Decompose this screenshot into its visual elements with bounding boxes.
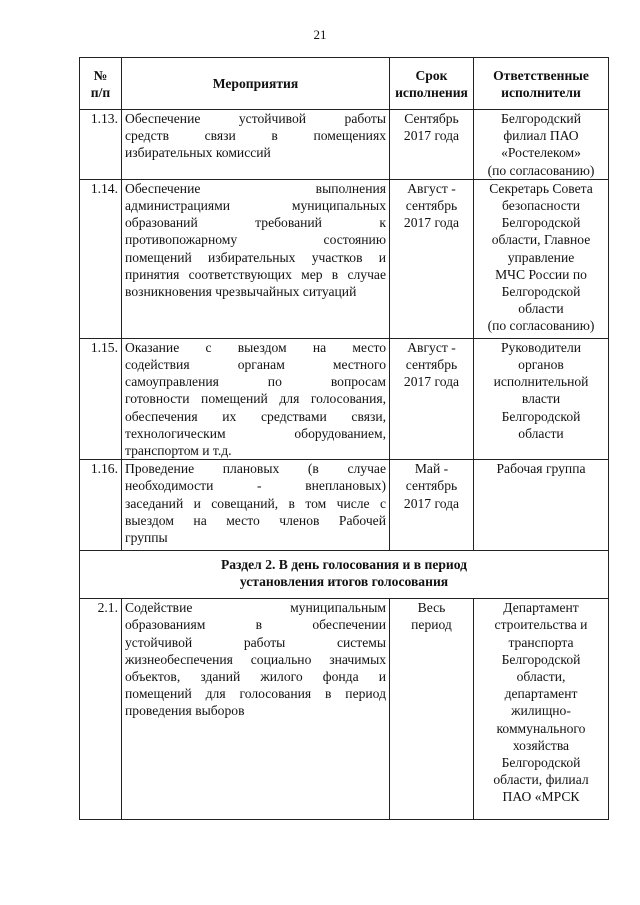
section-row xyxy=(80,551,609,599)
row-responsible: Рабочая группа xyxy=(474,460,609,551)
event-line: устойчивой работы системы xyxy=(125,634,386,650)
table-row xyxy=(80,110,609,180)
row-num: 1.15. xyxy=(80,338,122,459)
page-number: 21 xyxy=(313,27,327,42)
event-line: необходимости - внеплановых) xyxy=(125,478,386,494)
event-line: заседаний и совещаний, в том числе с xyxy=(125,495,386,511)
row-num: 1.13. xyxy=(80,110,122,180)
event-line: Оказание с выездом на место xyxy=(125,339,386,355)
row-term: Август - сентябрь 2017 года xyxy=(390,338,474,459)
event-line: объектов, зданий жилого фонда и xyxy=(125,669,386,685)
events-table xyxy=(79,57,609,820)
table-header-row xyxy=(80,58,609,110)
row-responsible: Секретарь Совета безопасности Белгородской области, Главное управление МЧС России по Белгородской области (по согласованию) xyxy=(474,179,609,338)
event-line: содействия органам местного xyxy=(125,357,386,373)
row-event xyxy=(122,110,390,180)
event-line: помещений для голосования в период xyxy=(125,686,386,702)
event-line: выездом на место членов Рабочей xyxy=(125,512,386,528)
event-line: администрациями муниципальных xyxy=(125,198,386,214)
event-line: противопожарному состоянию xyxy=(125,232,386,248)
header-responsible: Ответственные исполнители xyxy=(474,58,609,110)
table-row xyxy=(80,460,609,551)
row-num: 1.14. xyxy=(80,179,122,338)
row-responsible: Руководители органов исполнительной власти Белгородской области xyxy=(474,338,609,459)
row-num: 2.1. xyxy=(80,599,122,820)
row-term: Весь период xyxy=(390,599,474,820)
event-line: проведения выборов xyxy=(125,703,245,719)
event-line: Обеспечение выполнения xyxy=(125,180,386,196)
table-row xyxy=(80,599,609,820)
table-row xyxy=(80,179,609,338)
header-event: Мероприятия xyxy=(122,58,390,110)
section-heading: Раздел 2. В день голосования и в период установления итогов голосования xyxy=(80,551,609,599)
event-line: Проведение плановых (в случае xyxy=(125,461,386,477)
event-line: средств связи в помещениях xyxy=(125,128,386,144)
event-line: помещений избирательных участков и xyxy=(125,249,386,265)
header-num: № п/п xyxy=(80,58,122,110)
row-term: Август - сентябрь 2017 года xyxy=(390,179,474,338)
row-num: 1.16. xyxy=(80,460,122,551)
event-line: образованиям в обеспечении xyxy=(125,617,386,633)
event-line: группы xyxy=(125,530,168,546)
event-line: Содействие муниципальным xyxy=(125,600,386,616)
row-responsible: Белгородский филиал ПАО «Ростелеком» (по согласованию) xyxy=(474,110,609,180)
event-line: жизнеобеспечения социально значимых xyxy=(125,651,386,667)
event-line: образований требований к xyxy=(125,215,386,231)
row-event xyxy=(122,179,390,338)
row-term: Сентябрь 2017 года xyxy=(390,110,474,180)
event-line: самоуправления по вопросам xyxy=(125,374,386,390)
event-line: технологическим оборудованием, xyxy=(125,425,386,441)
row-event xyxy=(122,599,390,820)
event-line: избирательных комиссий xyxy=(125,145,271,161)
row-responsible: Департамент строительства и транспорта Белгородской области, департамент жилищно- коммунального хозяйства Белгородской области, филиал ПАО «МРСК xyxy=(474,599,609,820)
header-term: Срок исполнения xyxy=(390,58,474,110)
table-row xyxy=(80,338,609,459)
event-line: обеспечения их средствами связи, xyxy=(125,408,386,424)
event-line: возникновения чрезвычайных ситуаций xyxy=(125,284,357,300)
event-line: принятия соответствующих мер в случае xyxy=(125,266,386,282)
event-line: готовности помещений для голосования, xyxy=(125,391,386,407)
event-line: транспортом и т.д. xyxy=(125,443,232,459)
row-event xyxy=(122,338,390,459)
row-term: Май - сентябрь 2017 года xyxy=(390,460,474,551)
row-event xyxy=(122,460,390,551)
event-line: Обеспечение устойчивой работы xyxy=(125,111,386,126)
